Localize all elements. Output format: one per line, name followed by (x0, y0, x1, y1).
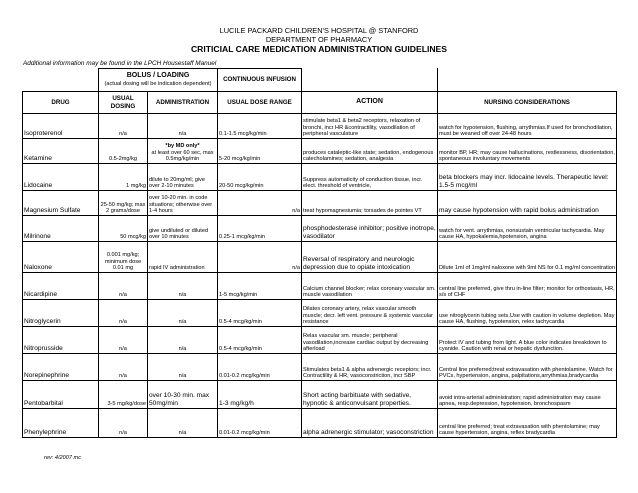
administration: rapid IV administration (148, 242, 218, 273)
table-row (23, 327, 617, 354)
administration: n/a (148, 300, 218, 327)
nursing-considerations: beta blockers may incr. lidocaine levels. Therapeutic level: 1.5-5 mcg/ml (438, 164, 617, 191)
administration-restriction: *by MD only* (165, 142, 200, 149)
column-header-row (23, 92, 617, 114)
administration: dilute to 20mg/ml; give over 2-10 minutes (148, 164, 218, 191)
administration: over 10-30 min. max 50mg/min (148, 381, 218, 409)
table-row (23, 242, 617, 273)
action: Calcium channel blocker; relax coronary vascular sm. muscle vasodilation (302, 273, 438, 300)
drug-name: Naloxone (23, 242, 99, 273)
usual-dosing: n/a (99, 114, 148, 139)
usual-dose-range: 1-5 mcg/kg/min (218, 273, 302, 300)
nursing-considerations: watch for hypotension, flushing, arrythmias.If used for bronchodilation, must be weaned off over 24-48 hours (438, 114, 617, 139)
table-row (23, 409, 617, 438)
usual-dose-range: 0.5-4 mcg/kg/min (218, 327, 302, 354)
action: Stimulates beta1 & alpha adrenergic receptors; incr. Contractility & HR, vasoconstriction, incr SBP (302, 354, 438, 381)
administration: over 10-20 min. in code situations; otherwise over 1-4 hours (148, 191, 218, 216)
nursing-considerations: Protect IV and tubing from light. A blue color indicates breakdown to cyanide. Caution with renal or hepatic dysfunction. (438, 327, 617, 354)
revision-note: rev: 4/2007 mc (44, 455, 81, 461)
usual-dose-range: 0.01-0.2 mcg/kg/min (218, 409, 302, 438)
department-name: DEPARTMENT OF PHARMACY (265, 35, 373, 44)
col-header-usual-dosing: USUAL DOSING (99, 92, 148, 114)
col-header-administration: ADMINISTRATION (148, 92, 218, 114)
usual-dosing: 50 mcg/kg (99, 216, 148, 242)
usual-dosing: n/a (99, 354, 148, 381)
usual-dose-range: 0.1-1.5 mcg/kg/min (218, 114, 302, 139)
hospital-name: LUCILE PACKARD CHILDREN'S HOSPITAL @ STANFORD (219, 26, 419, 35)
usual-dose-range: 0.5-4 mcg/kg/min (218, 300, 302, 327)
administration: n/a (148, 273, 218, 300)
table-row (23, 354, 617, 381)
administration: n/a (148, 354, 218, 381)
action: Relax vascular sm. muscle; peripheral vasodilation,increase cardiac output by decreasing afterload (302, 327, 438, 354)
nursing-considerations: Central line preferred;treat extravasation with phentolamine. Watch for PVCs, hypertension, angina, palpitations,arrythmias,bradycardia (438, 354, 617, 381)
nursing-considerations: Dilute 1ml of 1mg/ml naloxone with 9ml NS for 0.1 mg/ml concentration (438, 242, 617, 273)
usual-dose-range: 0.25-1 mcg/kg/min (218, 216, 302, 242)
col-header-usual-dose-range: USUAL DOSE RANGE (218, 92, 302, 114)
additional-info-note: Additional information may be found in the LPCH Housestaff Manuel (23, 60, 217, 67)
col-header-nursing-considerations: NURSING CONSIDERATIONS (438, 92, 617, 114)
drug-name: Lidocaine (23, 164, 99, 191)
col-header-drug: DRUG (23, 92, 99, 114)
action: Suppress automaticity of conduction tissue, incr. elect. threshold of ventricle, (302, 164, 438, 191)
usual-dosing: 25-50 mg/kg; max 2 grams/dose (99, 191, 148, 216)
drug-name: Isoproterenol (23, 114, 99, 139)
administration: n/a (148, 114, 218, 139)
usual-dose-range: n/a (218, 242, 302, 273)
usual-dosing: n/a (99, 327, 148, 354)
continuous-group-header: CONTINUOUS INFUSION (218, 69, 302, 92)
action: alpha adrenergic stimulator; vasoconstriction (302, 409, 438, 438)
action: Reversal of respiratory and neurologic depression due to opiate intoxication (302, 242, 438, 273)
usual-dosing: 3-5 mg/kg/dose (99, 381, 148, 409)
group-header-row (23, 69, 617, 92)
table-row (23, 164, 617, 191)
action: treat hypomagnesiumia; torsades de pointes VT (302, 191, 438, 216)
drug-name: Pentobarbital (23, 381, 99, 409)
action: Dilates coronary artery, relax vascular smooth muscle; decr. left vent. pressure & systemic vascular resistance (302, 300, 438, 327)
drug-name: Nitroprusside (23, 327, 99, 354)
usual-dose-range: 20-50 mcg/kg/min (218, 164, 302, 191)
table-row (23, 300, 617, 327)
table-row (23, 191, 617, 216)
usual-dosing: n/a (99, 300, 148, 327)
nursing-considerations: central line preferred, give thru in-line filter; monitor for orthostasis, HR, s/s of CHF (438, 273, 617, 300)
drug-name: Phenylephrine (23, 409, 99, 438)
table-row (23, 114, 617, 139)
usual-dosing: 0.5-2mg/kg (99, 139, 148, 164)
usual-dose-range: 1-3 mg/kg/h (218, 381, 302, 409)
drug-name: Magnesium Sulfate (23, 191, 99, 216)
medication-table (22, 68, 617, 438)
usual-dose-range: 5-20 mcg/kg/min (218, 139, 302, 164)
usual-dosing: n/a (99, 409, 148, 438)
action: produces cataleptic-like state; sedation, endogenous catecholamines; sedation, analgesia (302, 139, 438, 164)
action: phosphodesterase inhibitor; positive inotrope, vasodilator (302, 216, 438, 242)
administration: n/a (148, 327, 218, 354)
drug-name: Milrinone (23, 216, 99, 242)
document-title: CRITICIAL CARE MEDICATION ADMINISTRATION GUIDELINES (190, 44, 448, 54)
table-row (23, 216, 617, 242)
nursing-considerations: may cause hypotension with rapid bolus administration (438, 191, 617, 216)
nursing-considerations: avoid intra-arterial administration; rapid administration may cause apnea, resp.depression, hypotension, bronchospasm (438, 381, 617, 409)
administration (148, 139, 218, 164)
drug-name: Norepinephrine (23, 354, 99, 381)
administration: n/a (148, 409, 218, 438)
drug-name: Nitroglycerin (23, 300, 99, 327)
bolus-group-header: BOLUS / LOADING (actual dosing will be indication dependent) (99, 69, 218, 92)
usual-dosing: 0.001 mg/kg; minimum dose 0.01 mg (99, 242, 148, 273)
usual-dose-range: 0.01-0.2 mcg/kg/min (218, 354, 302, 381)
usual-dosing: n/a (99, 273, 148, 300)
action: stimulate beta1 & beta2 receptors, relaxation of bronchi, incr HR &contractility, vasodilation of peripheral vasculature (302, 114, 438, 139)
table-row (23, 273, 617, 300)
table-row (23, 139, 617, 164)
drug-name: Nicardipine (23, 273, 99, 300)
drug-name: Ketamine (23, 139, 99, 164)
usual-dose-range: n/a (218, 191, 302, 216)
nursing-considerations: watch for vent. arrythmias, nonsustain ventricular tachycardia. May cause HA, hypokalemia,hpotension, angina (438, 216, 617, 242)
nursing-considerations: use nitroglycerin tubing sets.Use with caution in volume depletion. May cause HA, flushing, hypotension, relex tachycardia (438, 300, 617, 327)
nursing-considerations: central line preferred; treat extravasation with phentolamine; may cause hypertension, angina, reflex bradycardia (438, 409, 617, 438)
administration-detail: at least over 60 sec, max 0.5mg/kg/min (151, 149, 214, 163)
administration: give undiluted or diluted over 10 minutes (148, 216, 218, 242)
usual-dosing: 1 mg/kg (99, 164, 148, 191)
table-row (23, 381, 617, 409)
action: Short acting barbituate with sedative, hypnotic & anticonvulsant properties. (302, 381, 438, 409)
nursing-considerations: monitor BP, HR; may cause hallucinations, restlessness, disorientation, spontaneous involuntary movements (438, 139, 617, 164)
col-header-action: ACTION (302, 92, 438, 114)
